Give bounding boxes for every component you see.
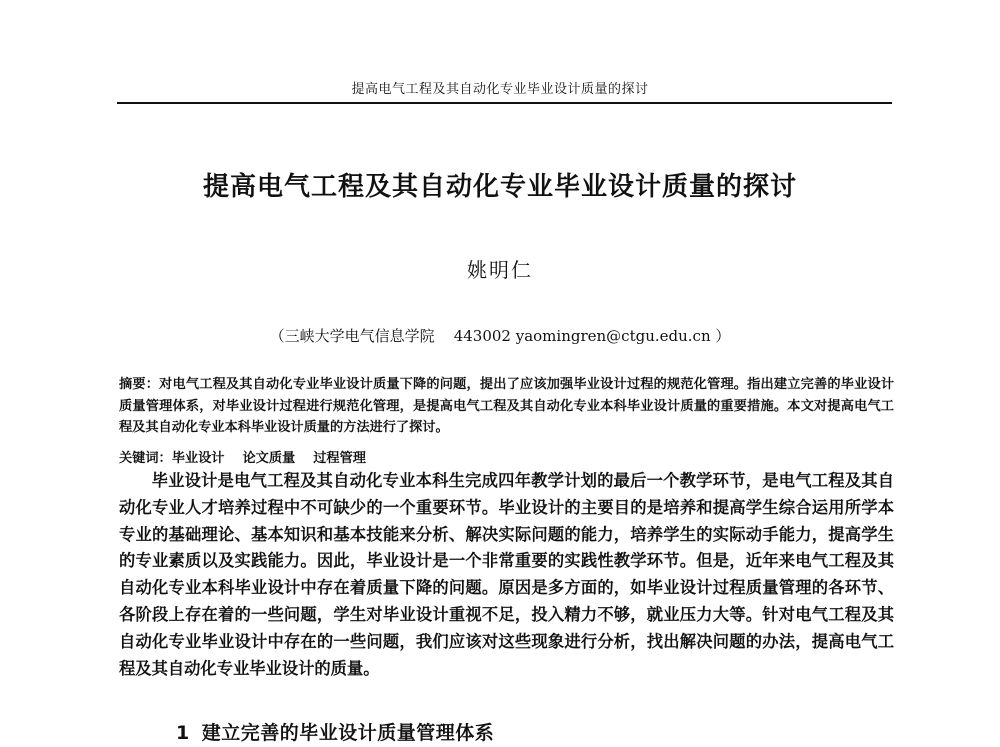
abstract-text: 对电气工程及其自动化专业毕业设计质量下降的问题，提出了应该加强毕业设计过程的规范化管理。指出建立完善的毕业设计质量管理体系，对毕业设计过程进行规范化管理，是提高电气工程及其自动化专业本科毕业设计质量的重要措施。本文对提高电气工程及其自动化专业本科毕业设计质量的方法进行了探讨。 xyxy=(119,377,895,435)
keywords xyxy=(119,448,894,469)
section-title: 建立完善的毕业设计质量管理体系 xyxy=(201,722,495,744)
section-number: 1 xyxy=(176,722,190,744)
keywords-label: 关键词： xyxy=(119,451,172,466)
keyword-item: 毕业设计 xyxy=(171,451,225,466)
intro-paragraph: 毕业设计是电气工程及其自动化专业本科生完成四年教学计划的最后一个教学环节，是电气工程及其自动化专业人才培养过程中不可缺少的一个重要环节。毕业设计的主要目的是培养和提高学生综合运用所学本专业的基础理论、基本知识和基本技能来分析、解决实际问题的能力，培养学生的实际动手能力，提高学生的专业素质以及实践能力。因此，毕业设计是一个非常重要的实践性教学环节。但是，近年来电气工程及其自动化专业本科毕业设计中存在着质量下降的问题。原因是多方面的，如毕业设计过程质量管理的各环节、各阶段上存在着的一些问题，学生对毕业设计重视不足，投入精力不够，就业压力大等。针对电气工程及其自动化专业毕业设计中存在的一些问题，我们应该对这些现象进行分析，找出解决问题的办法，提高电气工程及其自动化专业毕业设计的质量。 xyxy=(119,471,894,678)
abstract-label: 摘要： xyxy=(119,377,160,392)
affiliation-open-paren: （ xyxy=(269,327,285,345)
affiliation xyxy=(0,325,1000,346)
affiliation-institution: 三峡大学电气信息学院 xyxy=(284,327,435,345)
running-header: 提高电气工程及其自动化专业毕业设计质量的探讨 xyxy=(351,82,649,97)
header-rule xyxy=(117,102,892,104)
affiliation-postcode: 443002 xyxy=(453,327,511,345)
affiliation-close-paren: ） xyxy=(715,327,731,345)
keyword-item: 过程管理 xyxy=(313,451,366,466)
author-name: 姚明仁 xyxy=(467,258,533,282)
affiliation-email: yaomingren@ctgu.edu.cn xyxy=(515,327,711,345)
paper-title: 提高电气工程及其自动化专业毕业设计质量的探讨 xyxy=(202,172,797,202)
section-heading xyxy=(176,718,494,745)
keyword-item: 论文质量 xyxy=(242,451,296,466)
abstract xyxy=(119,374,894,439)
